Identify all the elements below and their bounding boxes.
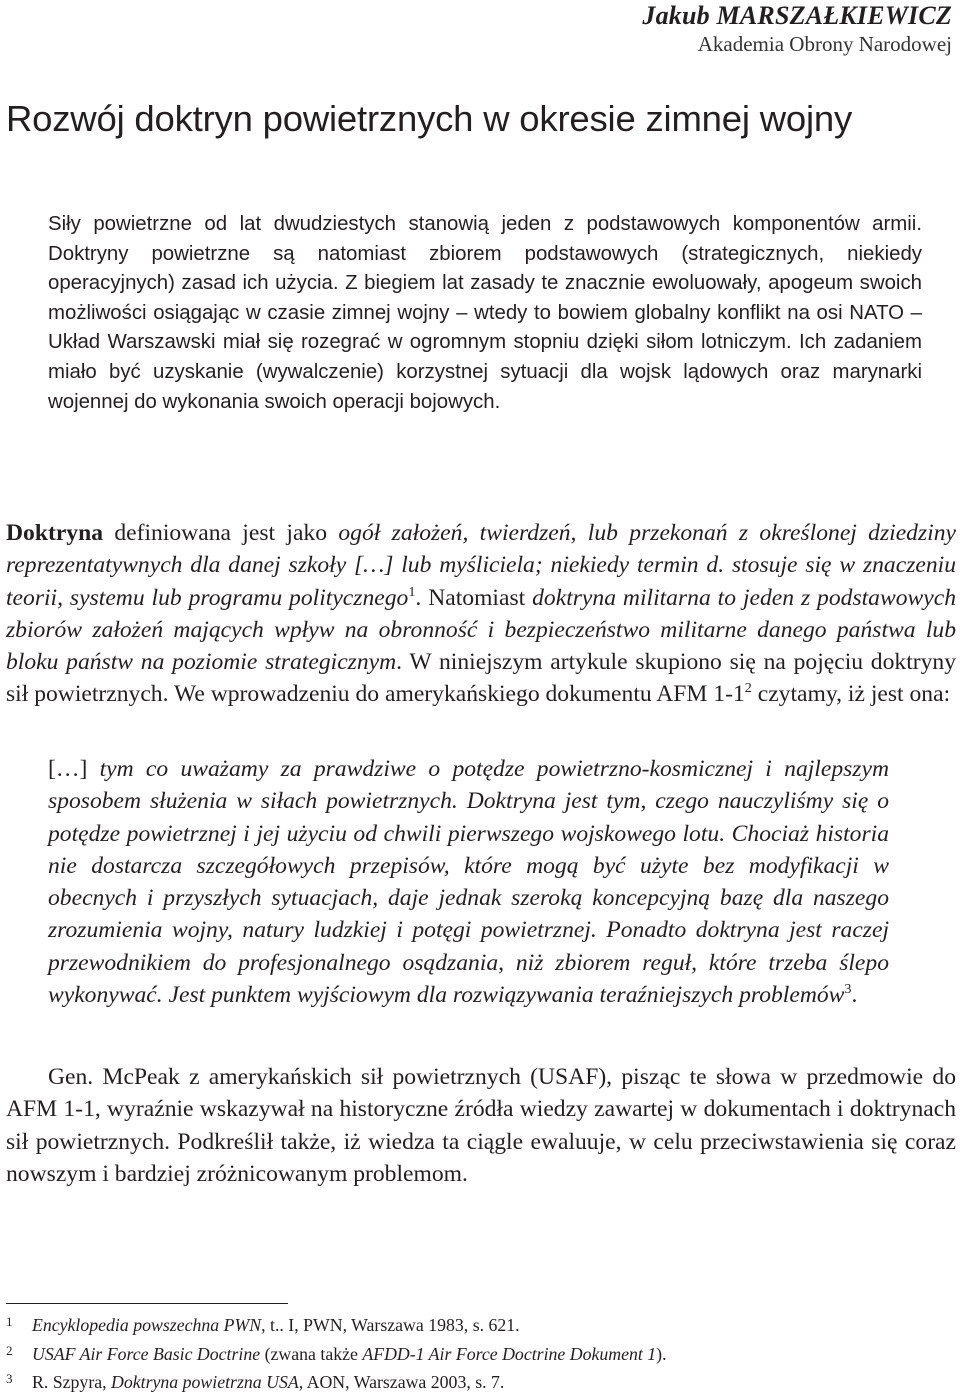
definition-text: ogół założeń, twierdzeń, lub przekonań z określonej dziedziny reprezentatywnych dla danej szkoły […] lub myśliciela; niekiedy termin d. stosuje się w znaczeniu teorii, systemu lub programu politycznego bbox=[6, 520, 956, 611]
paragraph1-text-b: . Natomiast bbox=[415, 584, 533, 611]
paragraph2-text: Gen. McPeak z amerykańskich sił powietrznych (USAF), pisząc te słowa w przedmowie do AFM 1-1, wyraźnie wskazywał na historyczne źródła wiedzy zawartej w dokumentach i doktrynach sił powietrznych. Podkreślił także, iż wiedza ta ciągle ewaluuje, w celu przeciwstawienia się coraz nowszym i bardziej zróżnicowanym problemom. bbox=[6, 1064, 956, 1187]
footnote-separator bbox=[6, 1303, 288, 1304]
footnote-3-title: Doktryna powietrzna USA bbox=[111, 1372, 299, 1392]
footnote-1-number: 1 bbox=[6, 1314, 13, 1329]
paragraph1-text-a: definiowana jest jako bbox=[103, 520, 339, 546]
author-affiliation: Akademia Obrony Narodowej bbox=[697, 32, 952, 56]
footnote-1-title: Encyklopedia powszechna PWN bbox=[32, 1315, 262, 1335]
footnote-2 bbox=[6, 1340, 667, 1365]
footnote-ref-2[interactable]: 2 bbox=[744, 680, 752, 697]
footnote-2-rest: ). bbox=[656, 1344, 667, 1364]
footnote-2-title-2: AFDD-1 Air Force Doctrine Dokument 1 bbox=[362, 1344, 657, 1364]
paragraph-doctrine-definition bbox=[6, 517, 956, 711]
quote-text: tym co uważamy za prawdziwe o potędze powietrzno-kosmicznej i najlepszym sposobem służenia w siłach powietrznych. Doktryna jest tym, czego nauczyliśmy się o potędze powietrznej i jej użyciu od chwili pierwszego wojskowego lotu. Chociaż historia nie dostarcza szczegółowych przepisów, które mogą być użyte bez modyfikacji w obecnych i przyszłych sytuacjach, daje jednak szeroką koncepcyjną bazę dla naszego zrozumienia wojny, natury ludzkiej i potęgi powietrznej. Ponadto doktryna jest raczej przewodnikiem do profesjonalnego osądzania, niż zbiorem reguł, które trzeba ślepo wykonywać. Jest punktem wyjściowym dla rozwiązywania teraźniejszych problemów bbox=[48, 756, 889, 1009]
paragraph1-text-d: czytamy, iż jest ona: bbox=[751, 681, 951, 708]
footnote-3-number: 3 bbox=[6, 1371, 13, 1386]
footnote-3 bbox=[6, 1368, 504, 1393]
military-definition-text: doktryna militarna to jeden z podstawowych zbiorów założeń mających wpływ na obronność i bezpieczeństwo militarne danego państwa lub bloku państw na poziomie strategicznym bbox=[6, 584, 956, 676]
footnote-1 bbox=[6, 1311, 520, 1336]
paragraph-mcpeak bbox=[6, 1061, 956, 1190]
quote-end: . bbox=[851, 982, 858, 1009]
block-quote bbox=[48, 753, 889, 1011]
footnote-2-title: USAF Air Force Basic Doctrine bbox=[32, 1344, 261, 1364]
footnote-2-number: 2 bbox=[6, 1343, 13, 1358]
author-block bbox=[642, 2, 952, 58]
term-doktryna: Doktryna bbox=[6, 520, 104, 546]
abstract: Siły powietrzne od lat dwudziestych stanowią jeden z podstawowych komponentów armii. Doktryny powietrzne są natomiast zbiorem podstawowych (strategicznych, niekiedy operacyjnych) zasad ich użycia. Z biegiem lat zasady te znacznie ewoluowały, apogeum swoich możliwości osiągając w czasie zimnej wojny – wtedy to bowiem globalny konflikt na osi NATO – Układ Warszawski miał się rozegrać w ogromnym stopniu dzięki siłom lotniczym. Ich zadaniem miało być uzyskanie (wywalczenie) korzystnej sytuacji dla wojsk lądowych oraz marynarki wojennej do wykonania swoich operacji bojowych. bbox=[48, 213, 922, 413]
footnote-3-author: R. Szpyra, bbox=[32, 1372, 112, 1392]
footnote-2-mid: (zwana także bbox=[260, 1344, 363, 1364]
quote-open: […] bbox=[48, 756, 100, 782]
author-name: Jakub MARSZAŁKIEWICZ bbox=[642, 1, 952, 30]
footnote-3-rest: , AON, Warszawa 2003, s. 7. bbox=[298, 1372, 505, 1392]
paragraph1-text-c: . W niniejszym artykule skupiono się na pojęciu doktryny sił powietrznych. We wprowadzeniu do amerykańskiego dokumentu AFM 1-1 bbox=[6, 649, 956, 708]
article-title: Rozwój doktryn powietrznych w okresie zimnej wojny bbox=[6, 98, 853, 139]
footnote-ref-1[interactable]: 1 bbox=[408, 583, 416, 600]
footnote-1-rest: , t.. I, PWN, Warszawa 1983, s. 621. bbox=[261, 1315, 520, 1335]
footnote-ref-3[interactable]: 3 bbox=[844, 981, 852, 998]
